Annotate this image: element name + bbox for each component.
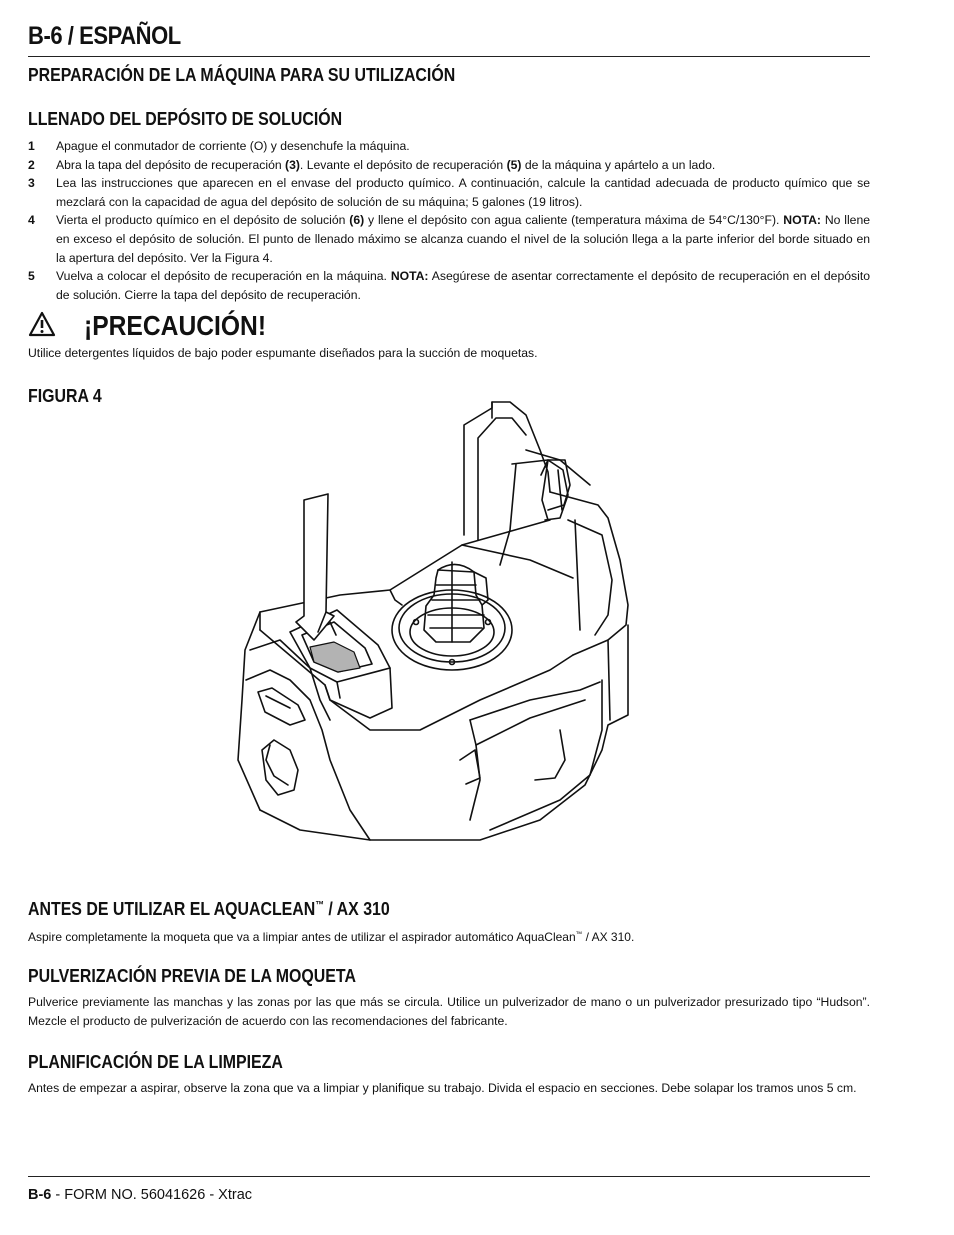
fill-step-number: 4: [28, 213, 35, 228]
fill-step: [28, 211, 870, 267]
fill-step-number: 2: [28, 157, 35, 172]
fill-step: [28, 156, 870, 175]
fill-step-text: Lea las instrucciones que aparecen en el envase del producto químico. A continuación, calcule la cantidad adecuada de producto químico que se mezclará con la capacidad de agua del depósito de solución de su máquina; 5 galones (19 litros).: [56, 176, 870, 209]
fill-step: [28, 174, 870, 211]
machine-illustration: [230, 400, 640, 845]
section-heading-cleaning-plan: PLANIFICACIÓN DE LA LIMPIEZA: [28, 1051, 283, 1072]
caution-text: Utilice detergentes líquidos de bajo poder espumante diseñados para la succión de moquetas.: [28, 346, 538, 360]
fill-step-number: 1: [28, 139, 35, 153]
prespray-text: Pulverice previamente las manchas y las zonas por las que más se circula. Utilice un pulverizador de mano o un pulverizador presurizado tipo “Hudson”. Mezcle el producto de pulverización de acuerdo con las recomendaciones del fabricante.: [28, 995, 870, 1028]
fill-step: [28, 137, 870, 156]
page-footer: B-6 - FORM NO. 56041626 - Xtrac: [28, 1187, 253, 1203]
fill-step: [28, 267, 870, 304]
cleaning-plan-text: Antes de empezar a aspirar, observe la zona que va a limpiar y planifique su trabajo. Divida el espacio en secciones. Debe solapar los tramos unos 5 cm.: [28, 1081, 857, 1095]
warning-triangle-icon: [28, 311, 56, 342]
fill-step-number: 5: [28, 269, 35, 284]
footer-divider: [28, 1176, 870, 1177]
page-title: B-6 / ESPAÑOL: [28, 22, 181, 50]
section-heading-before-use: ANTES DE UTILIZAR EL AQUACLEAN™ / AX 310: [28, 898, 390, 919]
before-use-text: Aspire completamente la moqueta que va a limpiar antes de utilizar el aspirador automático AquaClean™ / AX 310.: [28, 930, 635, 944]
section-heading-preparation: PREPARACIÓN DE LA MÁQUINA PARA SU UTILIZACIÓN: [28, 64, 456, 85]
fill-step-text: Abra la tapa del depósito de recuperación (3). Levante el depósito de recuperación (5) de la máquina y apártelo a un lado.: [56, 157, 716, 172]
section-heading-fill-solution-tank: LLENADO DEL DEPÓSITO DE SOLUCIÓN: [28, 108, 343, 129]
fill-step-text: Vierta el producto químico en el depósito de solución (6) y llene el depósito con agua caliente (temperatura máxima de 54°C/130°F). NOTA: No llene en exceso el depósito de solución. El punto de llenado máximo se alcanza cuando el nivel de la solución llega a la parte inferior del borde situado en la apertura del depósito. Ver la Figura 4.: [56, 213, 871, 265]
title-divider: [28, 56, 870, 57]
fill-steps-list: [28, 137, 870, 304]
fill-step-text: Vuelva a colocar el depósito de recuperación en la máquina. NOTA: Asegúrese de asentar correctamente el depósito de recuperación en el depósito de solución. Cierre la tapa del depósito de recuperación.: [56, 269, 870, 302]
section-heading-prespray: PULVERIZACIÓN PREVIA DE LA MOQUETA: [28, 965, 356, 986]
caution-block: [28, 310, 291, 342]
fill-step-text: Apague el conmutador de corriente (O) y desenchufe la máquina.: [56, 139, 410, 153]
figure-label: FIGURA 4: [28, 385, 102, 406]
caution-title: ¡PRECAUCIÓN!: [84, 310, 267, 341]
fill-step-number: 3: [28, 176, 35, 191]
